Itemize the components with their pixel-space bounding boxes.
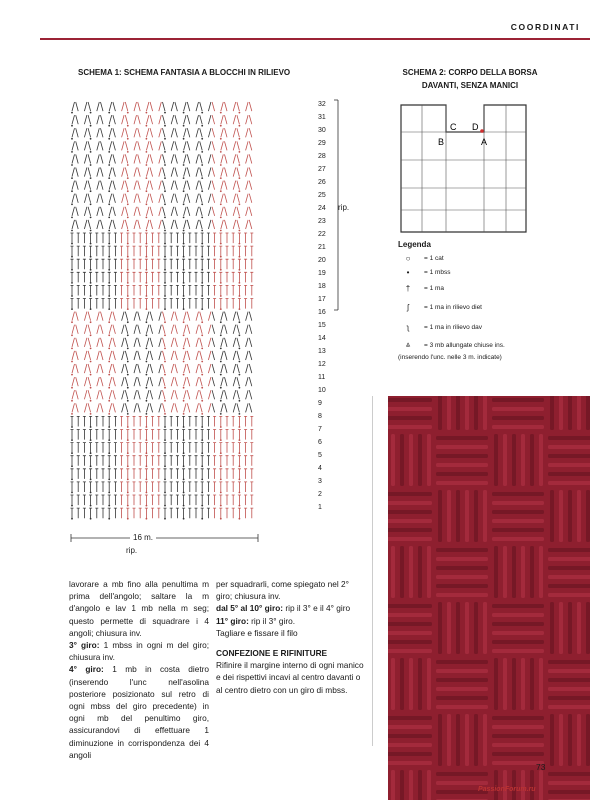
row-number: 30 bbox=[318, 127, 326, 134]
width-bracket bbox=[70, 532, 260, 544]
row-number: 9 bbox=[318, 400, 322, 407]
legend-item bbox=[398, 317, 578, 337]
row-number: 26 bbox=[318, 179, 326, 186]
cluster-icon: ⩓ bbox=[405, 340, 411, 349]
label-a: A bbox=[481, 137, 488, 147]
row-number: 20 bbox=[318, 257, 326, 264]
row-number: 18 bbox=[318, 283, 326, 290]
scheme2-title bbox=[385, 66, 555, 92]
legend-text: = 1 ma in rilievo dav bbox=[424, 323, 482, 331]
paragraph: Rifinire il margine interno di ogni manico e dei rispettivi incavi al centro davanti o al centro dietro con un giro di mbss. bbox=[216, 660, 364, 695]
row-number: 1 bbox=[318, 504, 322, 511]
legend-text: = 3 mb allungate chiuse ins. bbox=[424, 341, 505, 349]
row-number: 10 bbox=[318, 387, 326, 394]
fabric-photo bbox=[388, 396, 590, 800]
treble-icon: † bbox=[405, 283, 411, 293]
row-number: 3 bbox=[318, 478, 322, 485]
row-number: 19 bbox=[318, 270, 326, 277]
rip-side-label: rip. bbox=[338, 203, 350, 212]
chain-icon: ○ bbox=[405, 253, 411, 263]
legend-text: = 1 mbss bbox=[424, 268, 451, 276]
rip-bottom-label: rip. bbox=[126, 546, 138, 555]
paragraph-text: 1 mb in costa dietro (inserendo l'unc nell'asolina posteriore posizionato sul retro di ogni mbss del giro precedente) in ogni mb del penultimo giro, assicurandovi di effettuare 1 diminuzione in corrispondenza dei 4 angoli bbox=[69, 664, 209, 760]
label-c: C bbox=[450, 122, 457, 132]
legend-item bbox=[398, 297, 578, 317]
row-number: 6 bbox=[318, 439, 322, 446]
label-d: D bbox=[472, 122, 479, 132]
row-number: 5 bbox=[318, 452, 322, 459]
row-number: 22 bbox=[318, 231, 326, 238]
row-number: 21 bbox=[318, 244, 326, 251]
row-number: 31 bbox=[318, 114, 326, 121]
column-divider bbox=[372, 396, 373, 746]
paragraph-text: 1 mbss in ogni m del giro; chiusura inv. bbox=[69, 640, 209, 663]
paragraph: lavorare a mb fino alla penultima m prima dell'angolo; saltare la m d'angolo e lav 1 mb nella m seg; questo permette di squadrare i 4 angoli; chiusura inv. bbox=[69, 579, 209, 638]
paragraph bbox=[69, 663, 209, 761]
row-number: 24 bbox=[318, 205, 326, 212]
row-number: 11 bbox=[318, 374, 326, 381]
watermark: PassionForum.ru bbox=[478, 786, 536, 793]
legend-item bbox=[398, 251, 578, 265]
paragraph bbox=[216, 602, 366, 614]
scheme2-title-line2: DAVANTI, SENZA MANICI bbox=[421, 81, 519, 90]
section-title: COORDINATI bbox=[510, 22, 580, 32]
scheme2-title-line1: SCHEMA 2: CORPO DELLA BORSA bbox=[402, 68, 538, 77]
legend-item bbox=[398, 279, 578, 297]
paragraph-text: rip il 3° giro. bbox=[248, 615, 296, 626]
row-number: 27 bbox=[318, 166, 326, 173]
paragraph-label: 11° giro: bbox=[216, 615, 249, 626]
row-number: 13 bbox=[318, 348, 326, 355]
paragraph bbox=[69, 639, 209, 663]
paragraph: Tagliare e fissare il filo bbox=[216, 627, 298, 638]
front-post-treble-icon: ʅ bbox=[407, 322, 409, 332]
row-number: 32 bbox=[318, 101, 326, 108]
paragraph: per squadrarli, come spiegato nel 2° giro; chiusura inv. bbox=[216, 579, 349, 602]
paragraph-text: rip il 3° e il 4° giro bbox=[283, 603, 351, 614]
legend-item bbox=[398, 265, 578, 279]
scheme2-diagram bbox=[400, 104, 530, 236]
legend-text: = 1 ma in rilievo diet bbox=[424, 303, 482, 311]
paragraph-label: 4° giro: bbox=[69, 664, 104, 675]
legend-title: Legenda bbox=[398, 240, 431, 249]
row-number: 4 bbox=[318, 465, 322, 472]
page-number: 73 bbox=[536, 762, 546, 772]
row-number: 12 bbox=[318, 361, 326, 368]
scheme1-chart bbox=[68, 96, 318, 536]
row-number: 29 bbox=[318, 140, 326, 147]
row-number: 8 bbox=[318, 413, 322, 420]
row-number: 28 bbox=[318, 153, 326, 160]
label-b: B bbox=[438, 137, 445, 147]
paragraph-label: 3° giro: bbox=[69, 640, 100, 651]
width-label: 16 m. bbox=[130, 533, 156, 542]
paragraph-label: dal 5° al 10° giro: bbox=[216, 603, 284, 614]
row-number: 17 bbox=[318, 296, 326, 303]
row-number: 16 bbox=[318, 309, 326, 316]
row-number: 25 bbox=[318, 192, 326, 199]
paragraph bbox=[216, 615, 366, 627]
scheme1-title: SCHEMA 1: SCHEMA FANTASIA A BLOCCHI IN RILIEVO bbox=[78, 68, 291, 77]
legend-text: = 1 cat bbox=[424, 254, 444, 262]
back-post-treble-icon: ʃ bbox=[407, 302, 409, 312]
header-rule bbox=[40, 38, 590, 40]
row-number: 15 bbox=[318, 322, 326, 329]
row-number: 23 bbox=[318, 218, 326, 225]
text-column-left bbox=[69, 578, 209, 761]
legend-note: (inserendo l'unc. nelle 3 m. indicate) bbox=[398, 354, 502, 361]
section-heading: CONFEZIONE E RIFINITURE bbox=[216, 648, 328, 659]
text-column-right bbox=[216, 578, 366, 696]
row-number: 14 bbox=[318, 335, 326, 342]
legend bbox=[398, 240, 578, 361]
slip-stitch-icon: • bbox=[406, 267, 410, 277]
row-number: 2 bbox=[318, 491, 322, 498]
legend-text: = 1 ma bbox=[424, 284, 445, 292]
legend-item bbox=[398, 337, 578, 353]
row-number: 7 bbox=[318, 426, 322, 433]
